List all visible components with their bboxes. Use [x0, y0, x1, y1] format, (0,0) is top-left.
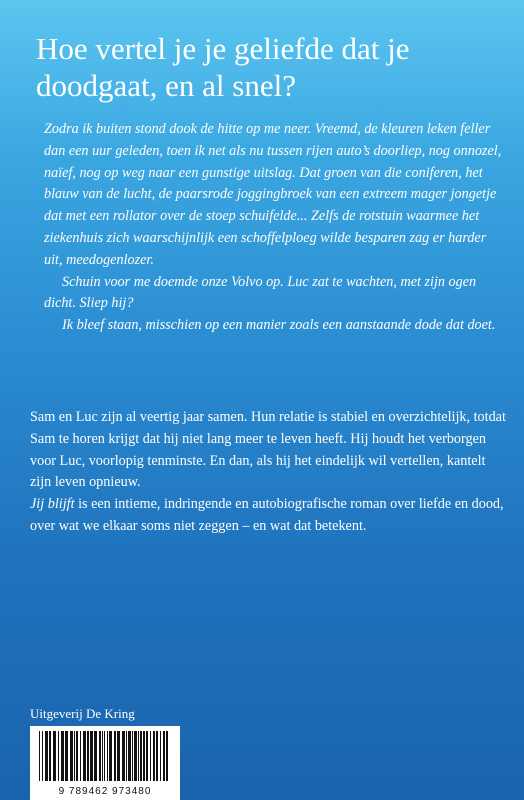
- barcode-bar: [114, 731, 116, 781]
- barcode-bar: [132, 731, 133, 781]
- barcode-bar: [160, 731, 161, 781]
- barcode-bar: [143, 731, 145, 781]
- barcode-bar: [74, 731, 75, 781]
- barcode-bar: [107, 731, 108, 781]
- barcode-bar: [94, 731, 97, 781]
- barcode-bar: [128, 731, 131, 781]
- book-title: Jij blijft: [30, 496, 75, 513]
- barcode-bar: [163, 731, 165, 781]
- barcode-bar: [138, 731, 139, 781]
- barcode-bar: [87, 731, 89, 781]
- blurb-paragraph-text: is een intieme, indringende en autobiografische roman over liefde en dood, over wat we elkaar soms niet zeggen – en wat dat betekent.: [30, 496, 504, 534]
- barcode-bar: [166, 731, 168, 781]
- barcode-bar: [150, 731, 151, 781]
- barcode-bar: [70, 731, 73, 781]
- barcode-bar: [49, 731, 51, 781]
- barcode-bar: [99, 731, 101, 781]
- headline: Hoe vertel je je geliefde dat je doodgaat, en al snel?: [36, 31, 410, 103]
- barcode-bar: [76, 731, 78, 781]
- barcode-bars: [39, 731, 171, 781]
- barcode-bar: [90, 731, 93, 781]
- barcode-bar: [140, 731, 142, 781]
- barcode-bar: [65, 731, 68, 781]
- book-blurb: [30, 407, 506, 538]
- barcode-bar: [80, 731, 81, 781]
- barcode-bar: [102, 731, 103, 781]
- excerpt-paragraph: Ik bleef staan, misschien op een manier zoals een aanstaande dode dat doet.: [62, 317, 496, 334]
- blurb-paragraph-2: [30, 494, 506, 538]
- barcode-bar: [53, 731, 56, 781]
- barcode-bar: [45, 731, 48, 781]
- isbn-barcode: [30, 726, 180, 800]
- barcode-bar: [104, 731, 105, 781]
- blurb-paragraph: Sam en Luc zijn al veertig jaar samen. Hun relatie is stabiel en overzichtelijk, totdat Sam te horen krijgt dat hij niet lang meer te leven heeft. Hij houdt het verborgen voor Luc, voorlopig tenminste. En dan, als hij het eindelijk wil vertellen, kantelt zijn leven opnieuw.: [30, 409, 506, 491]
- publisher-name: Uitgeverij De Kring: [30, 706, 135, 721]
- barcode-bar: [39, 731, 40, 781]
- book-excerpt: [44, 119, 504, 337]
- barcode-bar: [134, 731, 137, 781]
- barcode-bar: [42, 731, 43, 781]
- barcode-bar: [109, 731, 112, 781]
- barcode-bar: [117, 731, 120, 781]
- barcode-bar: [122, 731, 125, 781]
- barcode-bar: [83, 731, 86, 781]
- excerpt-paragraph: Zodra ik buiten stond dook de hitte op me neer. Vreemd, de kleuren leken feller dan een uur geleden, toen ik net als nu tussen rijen auto’s doorliep, nog onnozel, naïef, nog op weg naar een gunstige uitslag. Dat groen van die coniferen, het blauw van de lucht, de paarsrode joggingbroek van een extreem mager jongetje dat met een rollator over de stoep schuifelde... Zelfs de rotstuin waarmee het ziekenhuis zich waarschijnlijk een schoffelploeg wilde besparen zag er harder uit, meedogenlozer.: [44, 121, 502, 268]
- barcode-bar: [153, 731, 155, 781]
- isbn-number: 9 789462 973480: [58, 786, 152, 797]
- barcode-bar: [156, 731, 158, 781]
- barcode-bar: [126, 731, 127, 781]
- excerpt-paragraph: Schuin voor me doemde onze Volvo op. Luc zat te wachten, met zijn ogen dicht. Sliep hij?: [44, 273, 477, 312]
- barcode-bar: [61, 731, 64, 781]
- barcode-bar: [58, 731, 59, 781]
- barcode-bar: [146, 731, 148, 781]
